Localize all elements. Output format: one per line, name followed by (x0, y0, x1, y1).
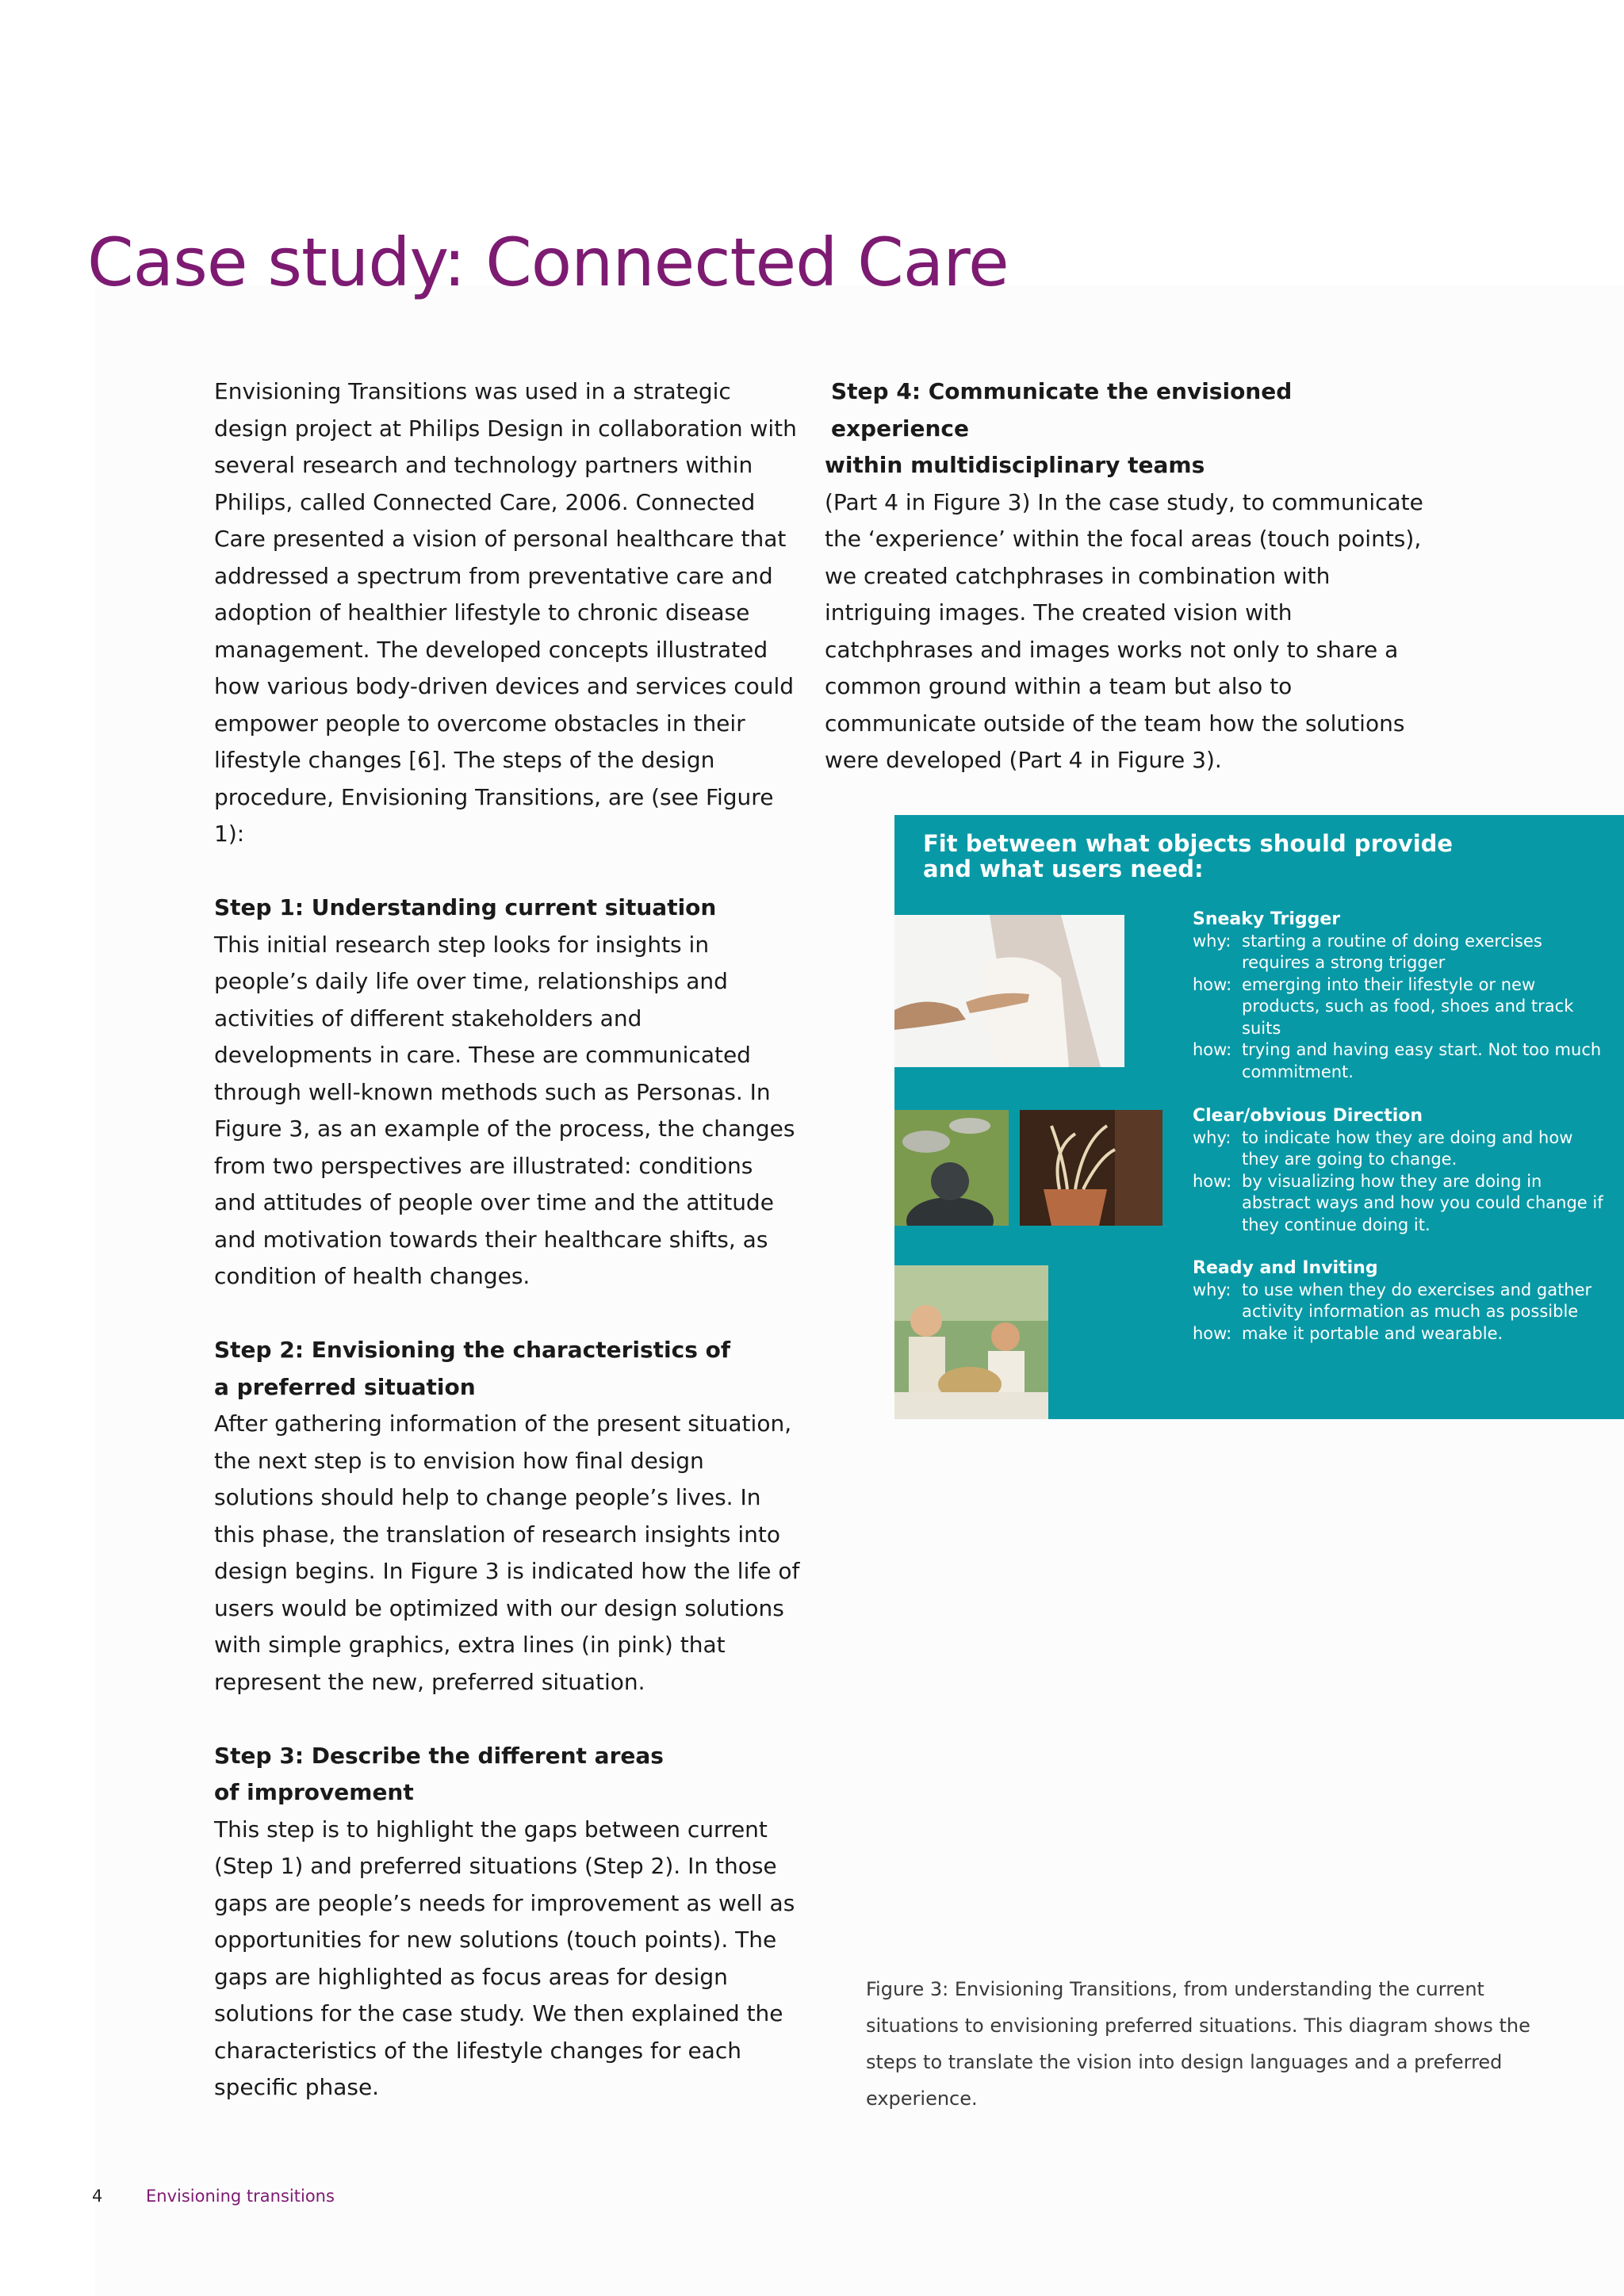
section-row: why: starting a routine of doing exercises requires a strong trigger (1193, 931, 1542, 972)
step1-heading: Step 1: Understanding current situation (214, 894, 717, 920)
photo-hands-towel (894, 915, 1124, 1067)
step1-body: This initial research step looks for insights in people’s daily life over time, relationships and activities of different stakeholders and developments in care. These are communicated through well-known methods such as Personas. In Figure 3, as an example of the process, the changes from two perspectives are illustrated: conditions and attitudes of people over time and the attitude and motivation towards their healthcare shifts, as condition of health changes. (214, 931, 795, 1289)
photo-sprouts-pot (1020, 1110, 1162, 1226)
section-heading: Ready and Inviting (1193, 1258, 1378, 1278)
page-title: Case study: Connected Care (87, 224, 1009, 301)
section-sneaky-trigger (1193, 909, 1605, 1083)
section-clear-direction (1193, 1105, 1605, 1236)
step2-heading-line1: Step 2: Envisioning the characteristics of (214, 1337, 731, 1363)
section-row: how: emerging into their lifestyle or new products, such as food, shoes and track suits (1193, 974, 1574, 1038)
figure-panel (894, 815, 1624, 1419)
section-row: how: make it portable and wearable. (1193, 1323, 1503, 1343)
step3-heading-line2: of improvement (214, 1779, 414, 1805)
figure-caption: Figure 3: Envisioning Transitions, from understanding the current situations to envisioning preferred situations. This diagram shows the steps to translate the vision into design languages and a preferred experience. (866, 1978, 1530, 2110)
section-ready-inviting (1193, 1257, 1605, 1345)
step4-heading-line2: within multidisciplinary teams (825, 452, 1205, 478)
section-row: why: to indicate how they are doing and how they are going to change. (1193, 1127, 1573, 1169)
photo-family-table (894, 1265, 1048, 1419)
right-column (825, 373, 1427, 779)
section-row: how: trying and having easy start. Not too much commitment. (1193, 1040, 1602, 1081)
step3-heading-line1: Step 3: Describe the different areas (214, 1742, 664, 1769)
footer-title: Envisioning transitions (146, 2187, 335, 2206)
intro-paragraph: Envisioning Transitions was used in a strategic design project at Philips Design in collaboration with several research and technology partners within Philips, called Connected Care, 2006. Connected Care presented a vision of personal healthcare that addressed a spectrum from preventative care and adoption of healthier lifestyle to chronic disease management. The developed concepts illustrated how various body-driven devices and services could empower people to overcome obstacles in their lifestyle changes [6]. The steps of the design procedure, Envisioning Transitions, are (see Figure 1): (214, 378, 797, 847)
step2-body: After gathering information of the present situation, the next step is to envision how final design solutions should help to change people’s lives. In this phase, the translation of research insights into design begins. In Figure 3 is indicated how the life of users would be optimized with our design solutions with simple graphics, extra lines (in pink) that represent the new, preferred situation. (214, 1410, 800, 1695)
step2-heading-line2: a preferred situation (214, 1373, 476, 1400)
section-heading: Sneaky Trigger (1193, 909, 1341, 929)
figure-title: Fit between what objects should provide and what users need: (923, 830, 1454, 882)
photo-stepping-stones (894, 1110, 1009, 1226)
step4-heading-line1: Step 4: Communicate the envisioned experience (831, 378, 1293, 442)
step3-body: This step is to highlight the gaps between current (Step 1) and preferred situations (Step 2). In those gaps are people’s needs for improvement as well as opportunities for new solutions (touch points). The gaps are highlighted as focus areas for design solutions for the case study. We then explained the characteristics of the lifestyle changes for each specific phase. (214, 1816, 795, 2100)
section-row: how: by visualizing how they are doing in abstract ways and how you could change if they continue doing it. (1193, 1171, 1603, 1234)
page-number: 4 (92, 2187, 103, 2206)
section-row: why: to use when they do exercises and gather activity information as much as possible (1193, 1280, 1592, 1321)
left-column (214, 373, 801, 2107)
section-heading: Clear/obvious Direction (1193, 1106, 1423, 1126)
step4-body: (Part 4 in Figure 3) In the case study, to communicate the ‘experience’ within the focal areas (touch points), we created catchphrases in combination with intriguing images. The created vision with catchphrases and images works not only to share a common ground within a team but also to communicate outside of the team how the solutions were developed (Part 4 in Figure 3). (825, 488, 1423, 773)
